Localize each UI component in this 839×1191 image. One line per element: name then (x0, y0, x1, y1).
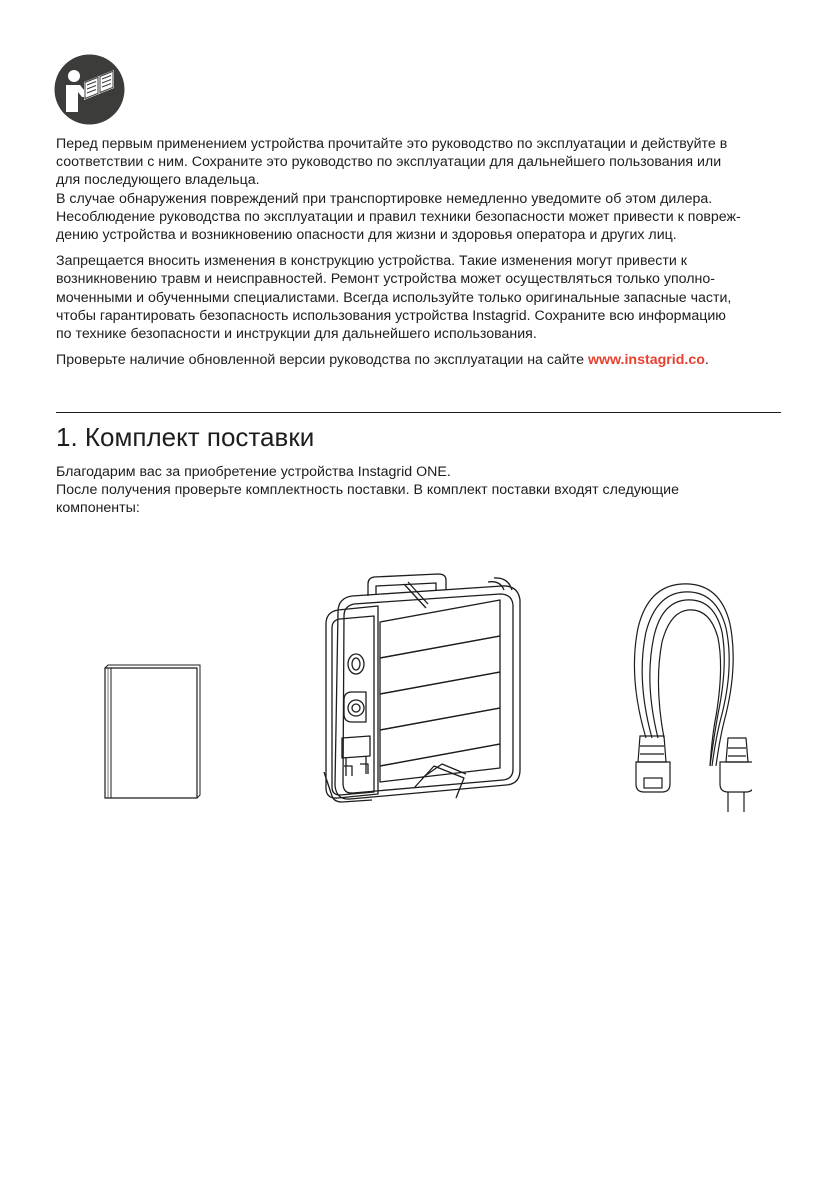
intro-text (56, 135, 791, 369)
intro-paragraph-3: Проверьте наличие обновленной версии руководства по эксплуатации на сайте www.instagrid.co. (56, 352, 709, 369)
intro-paragraph-2: Запрещается вносить изменения в конструкцию устройства. Такие изменения могут привести к возникновению травм и неисправностей. Ремонт устройства может осуществляться только уполно- моченными и обученными специалистами. Всегда используйте только оригинальные запасные части, чтобы гарантировать безопасность использования устройства Instagrid. Сохраните всю информацию по технике безопасности и инструкции для дальнейшего использования. (56, 253, 732, 343)
power-cable-illustration (620, 578, 752, 818)
manual-booklet-illustration (100, 660, 204, 802)
section-divider (56, 412, 781, 413)
section-heading: 1. Комплект поставки (56, 422, 315, 452)
website-link[interactable]: www.instagrid.co (587, 352, 705, 369)
power-station-illustration (318, 572, 530, 808)
read-manual-icon (54, 54, 125, 125)
intro-paragraph-1: Перед первым применением устройства прочитайте это руководство по эксплуатации и действуйте в соответствии с ним. Сохраните это руководство по эксплуатации для дальнейшего пользования или для последующего владельца. В случае обнаружения повреждений при транспортировке немедленно уведомите об этом дилера. Несоблюдение руководства по эксплуатации и правил техники безопасности может привести к повреж- дению устройства и возникновению опасности для жизни и здоровья оператора и других лиц. (56, 136, 741, 244)
section-body: Благодарим вас за приобретение устройства Instagrid ONE. После получения проверьте комплектность поставки. В комплект поставки входят следующие компоненты: (56, 464, 679, 517)
